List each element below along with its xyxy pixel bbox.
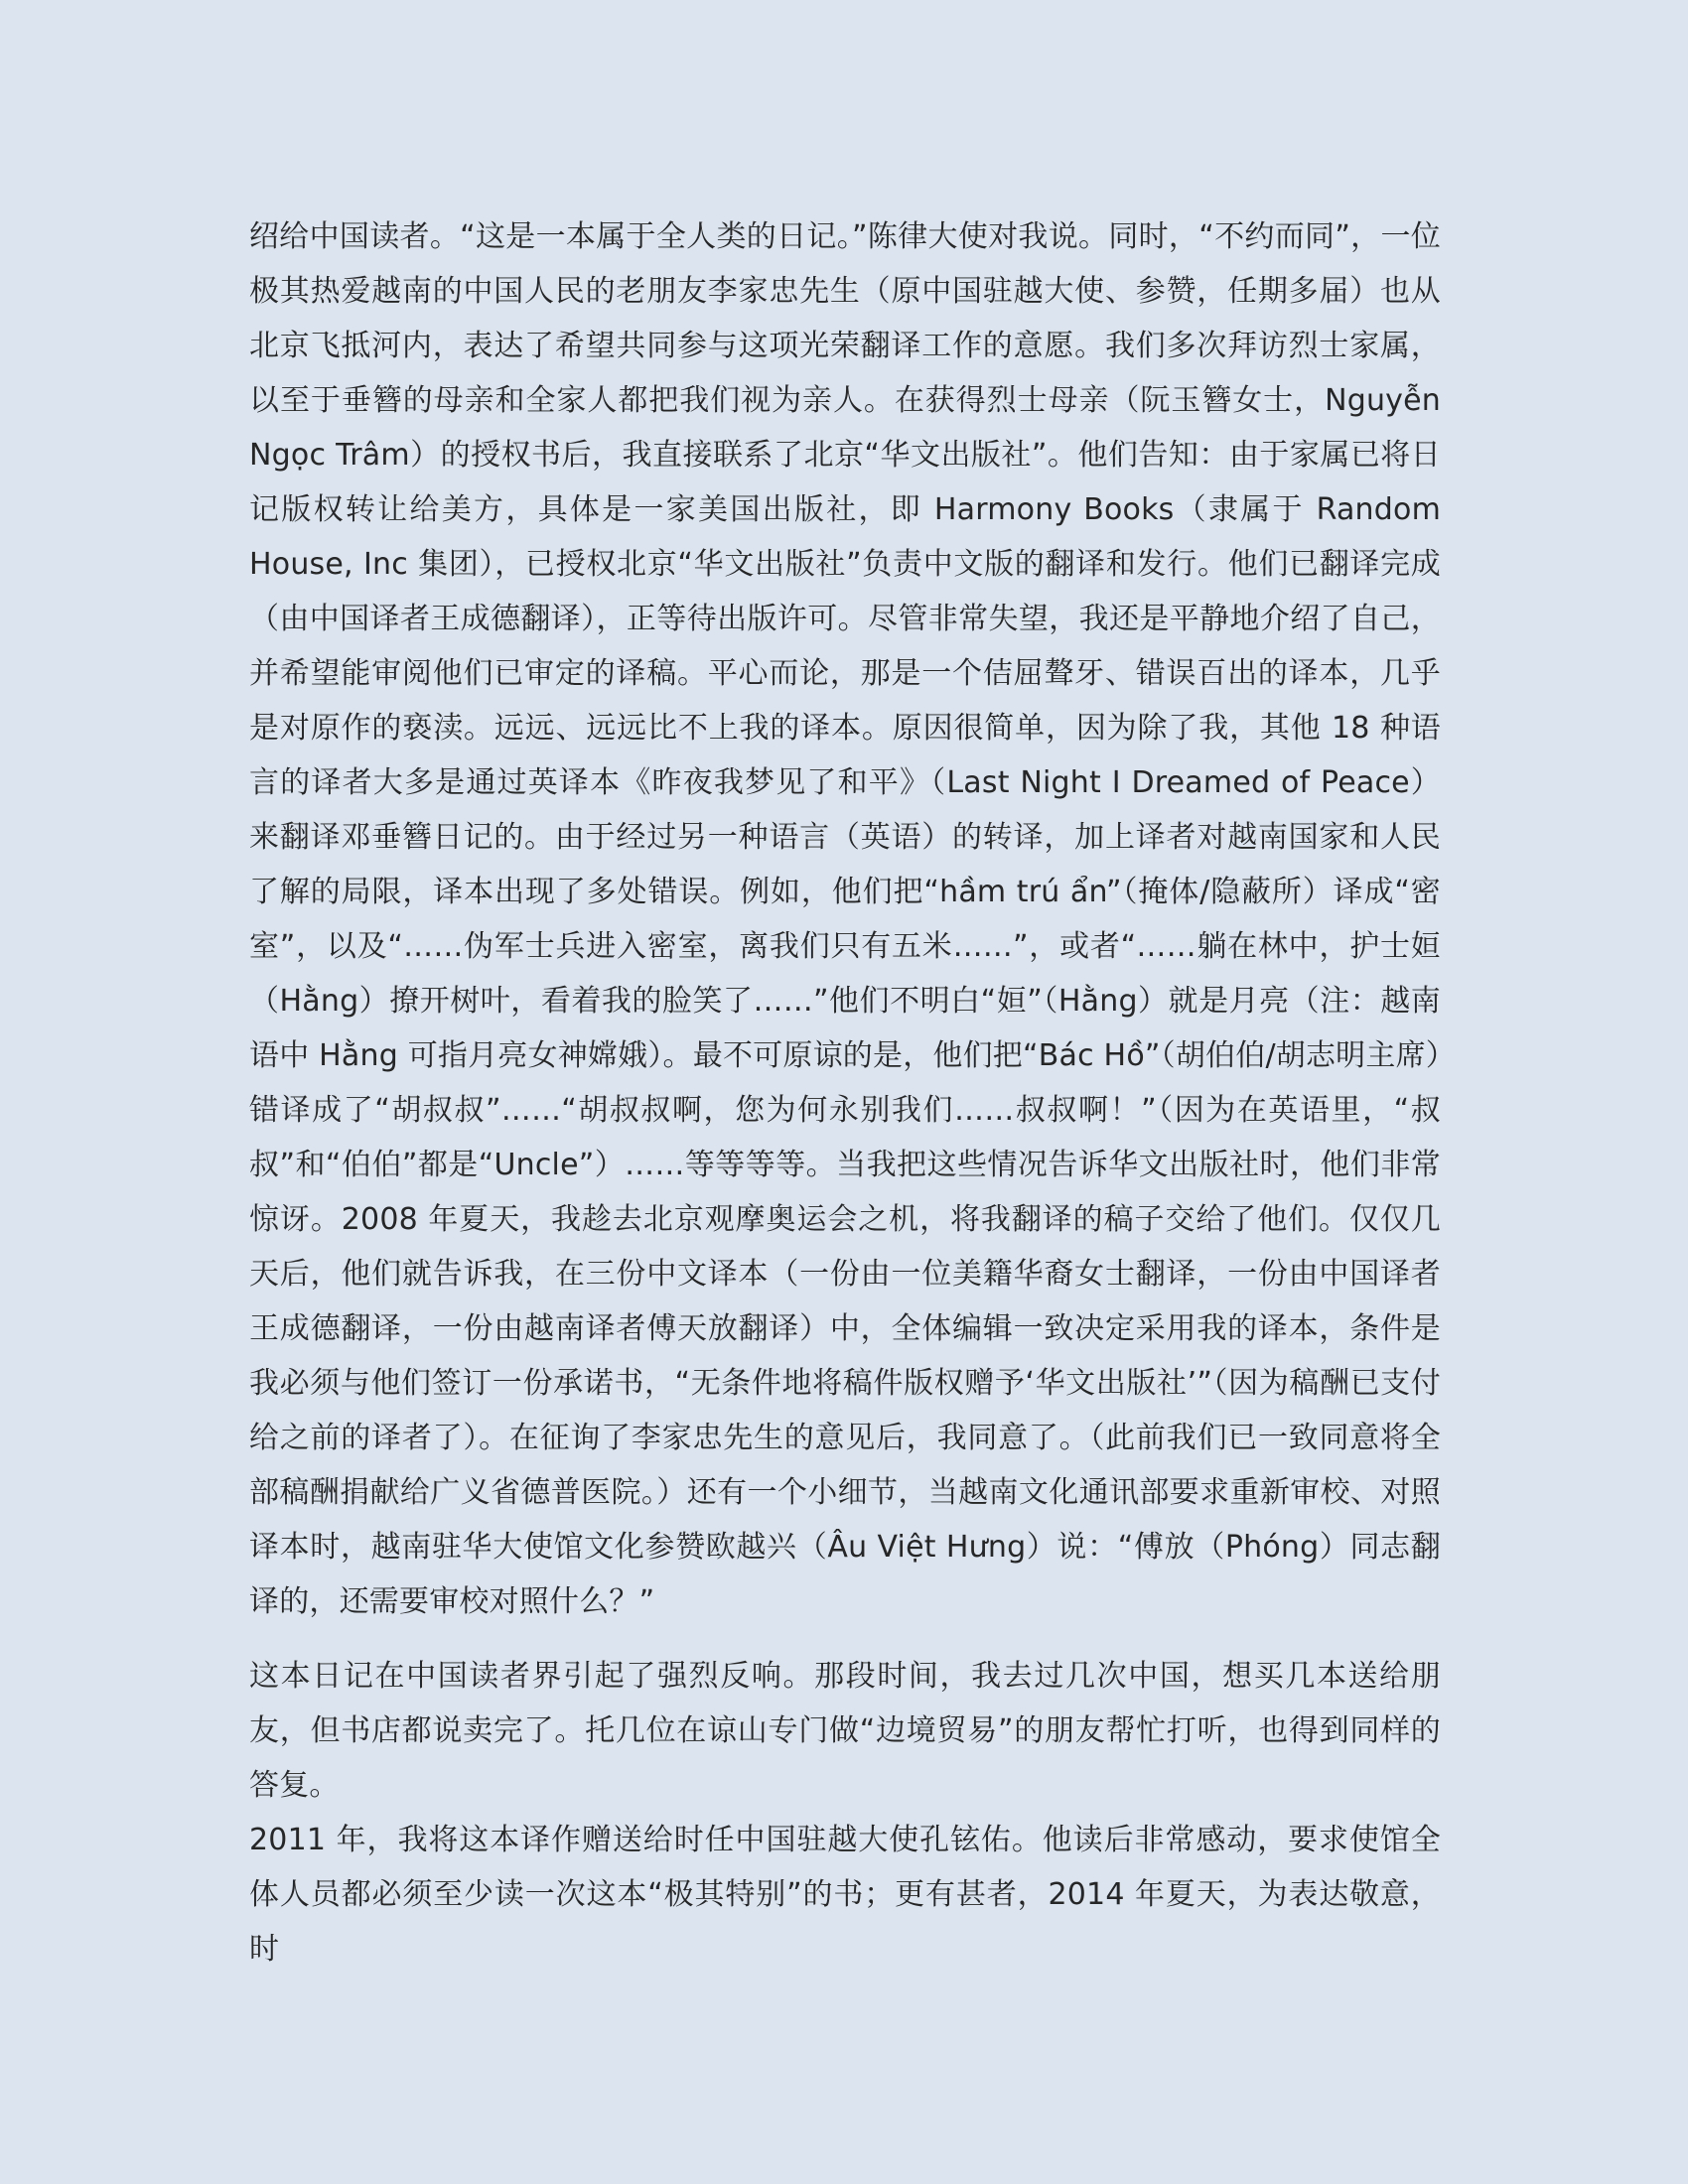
paragraph-reader-response: 这本日记在中国读者界引起了强烈反响。那段时间，我去过几次中国，想买几本送给朋友，但书店都说卖完了。托几位在谅山专门做“边境贸易”的朋友帮忙打听，也得到同样的答复。 — [249, 1659, 1441, 1803]
page-body — [249, 209, 1441, 1977]
paragraph-ambassador-gift: 2011 年，我将这本译作赠送给时任中国驻越大使孔铉佑。他读后非常感动，要求使馆全体人员都必须至少读一次这本“极其特别”的书；更有甚者，2014 年夏天，为表达敬意，时 — [249, 1823, 1441, 1967]
paragraph-translation-story: 绍给中国读者。“这是一本属于全人类的日记。”陈律大使对我说。同时，“不约而同”，一位极其热爱越南的中国人民的老朋友李家忠先生（原中国驻越大使、参赞，任期多届）也从北京飞抵河内，表达了希望共同参与这项光荣翻译工作的意愿。我们多次拜访烈士家属，以至于垂簪的母亲和全家人都把我们视为亲人。在获得烈士母亲（阮玉簪女士，Nguyễn Ngọc Trâm）的授权书后，我直接联系了北京“华文出版社”。他们告知：由于家属已将日记版权转让给美方，具体是一家美国出版社，即 Harmony Books（隶属于 Random House, Inc 集团），已授权北京“华文出版社”负责中文版的翻译和发行。他们已翻译完成（由中国译者王成德翻译），正等待出版许可。尽管非常失望，我还是平静地介绍了自己，并希望能审阅他们已审定的译稿。平心而论，那是一个佶屈聱牙、错误百出的译本，几乎是对原作的亵渎。远远、远远比不上我的译本。原因很简单，因为除了我，其他 18 种语言的译者大多是通过英译本《昨夜我梦见了和平》（Last Night I Dreamed of Peace）来翻译邓垂簪日记的。由于经过另一种语言（英语）的转译，加上译者对越南国家和人民了解的局限，译本出现了多处错误。例如，他们把“hầm trú ẩn”（掩体/隐蔽所）译成“密室”，以及“……伪军士兵进入密室，离我们只有五米……”，或者“……躺在林中，护士姮（Hằng）撩开树叶，看着我的脸笑了……”他们不明白“姮”（Hằng）就是月亮（注：越南语中 Hằng 可指月亮女神嫦娥）。最不可原谅的是，他们把“Bác Hồ”（胡伯伯/胡志明主席）错译成了“胡叔叔”……“胡叔叔啊，您为何永别我们……叔叔啊！”（因为在英语里，“叔叔”和“伯伯”都是“Uncle”）……等等等等。当我把这些情况告诉华文出版社时，他们非常惊讶。2008 年夏天，我趁去北京观摩奥运会之机，将我翻译的稿子交给了他们。仅仅几天后，他们就告诉我，在三份中文译本（一份由一位美籍华裔女士翻译，一份由中国译者王成德翻译，一份由越南译者傅天放翻译）中，全体编辑一致决定采用我的译本，条件是我必须与他们签订一份承诺书，“无条件地将稿件版权赠予‘华文出版社’”（因为稿酬已支付给之前的译者了）。在征询了李家忠先生的意见后，我同意了。（此前我们已一致同意将全部稿酬捐献给广义省德普医院。）还有一个小细节，当越南文化通讯部要求重新审校、对照译本时，越南驻华大使馆文化参赞欧越兴（Âu Việt Hưng）说：“傅放（Phóng）同志翻译的，还需要审校对照什么？” — [249, 219, 1442, 1619]
